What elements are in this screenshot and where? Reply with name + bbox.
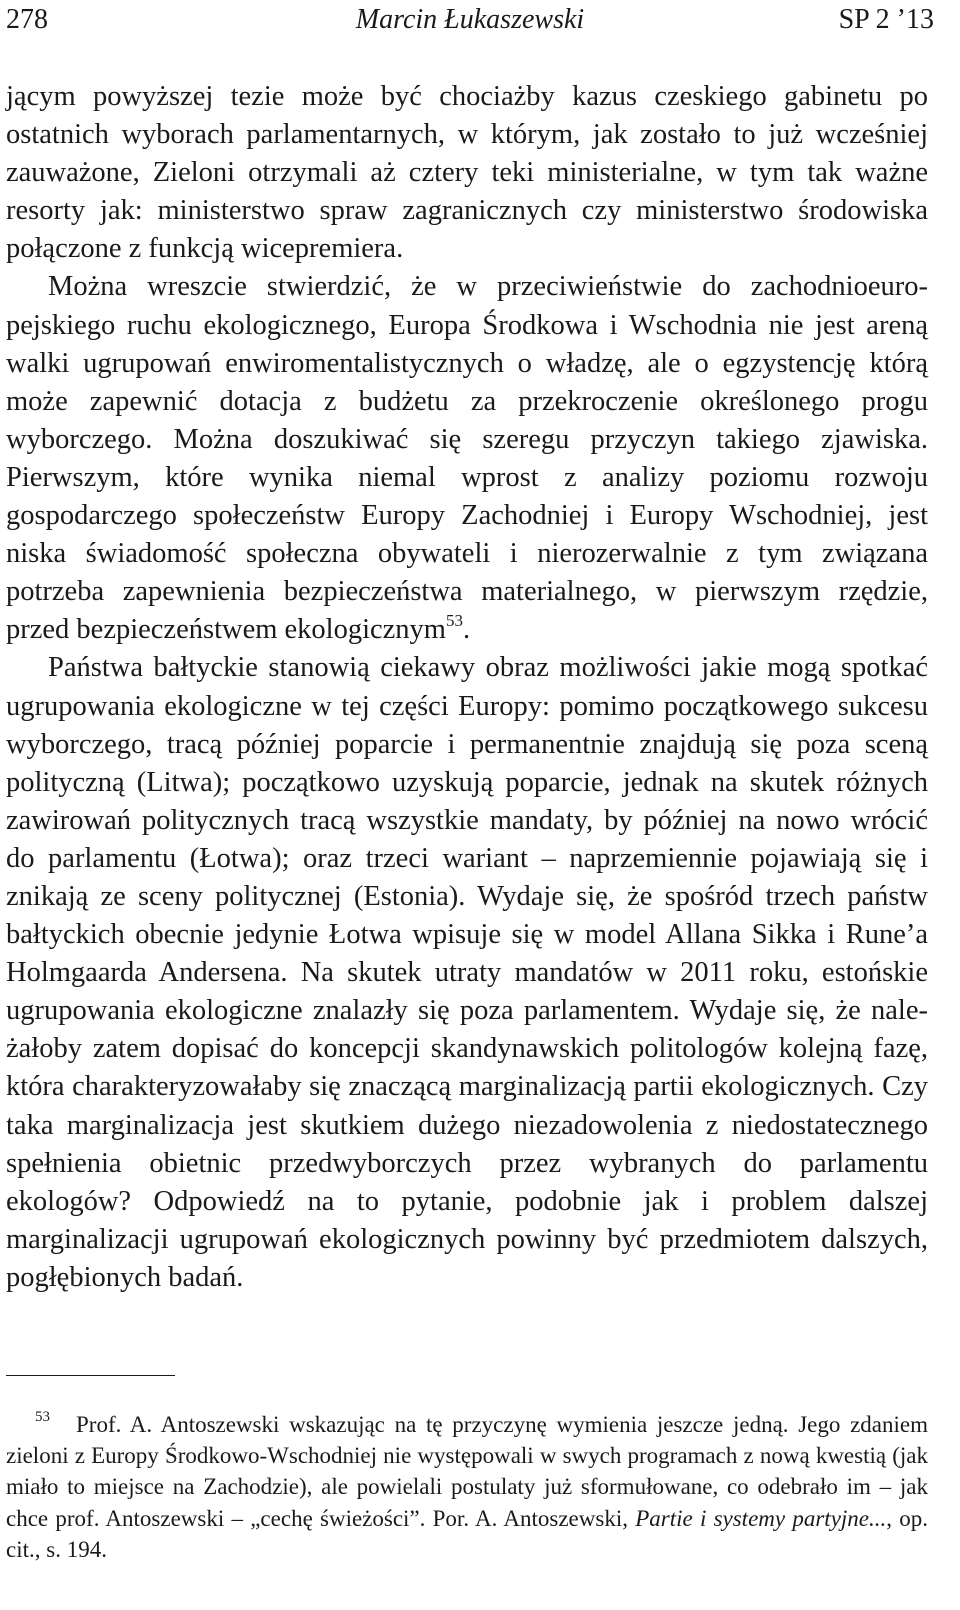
paragraph-2-end: . xyxy=(462,614,471,646)
footnote-separator xyxy=(6,1375,175,1376)
footnote-citation-end: , op. cit., s. 194. xyxy=(6,1505,928,1562)
main-text xyxy=(6,78,928,1297)
paragraph-3: Państwa bałtyckie stanowią ciekawy obraz możliwości jakie mogą spotkać ugrupowania ekologiczne w tej części Europy: pomimo początkowego sukcesu wyborczego, tracą później poparcie i permanentnie znajdują się poza sceną polityczną (Litwa); początkowo uzyskują poparcie, jednak na skutek różnych zawirowań politycznych tracą wszystkie mandaty, by później na nowo wrócić do parlamentu (Łotwa); oraz trzeci wariant – naprzemiennie pojawiają się i znikają ze sceny politycznej (Estonia). Wydaje się, że spośród trzech państw bałtyckich obecnie jedynie Łotwa wpisuje się w model Allana Sikka i Rune’a Holmgaarda Andersena. Na skutek utraty mandatów w 2011 roku, estońskie ugrupowania ekologiczne znalazły się poza parlamentem. Wydaje się, że należałoby zatem dopisać do koncepcji skandynawskich politologów kolejną fazę, która charakteryzowałaby się znaczącą marginalizacją partii ekologicznych. Czy taka marginalizacja jest skutkiem dużego niezadowolenia z niedostatecznego spełnienia obietnic przedwyborczych przez wybranych do parlamentu ekologów? Odpowiedź na to pytanie, podobnie jak i problem dalszej marginalizacji ugrupowań ekologicznych powinny być przedmiotem dalszych, pogłębionych badań. xyxy=(6,652,928,1293)
footnote-reference-53[interactable]: 53 xyxy=(445,611,463,631)
paragraph-2 xyxy=(6,268,928,649)
running-head xyxy=(6,0,934,40)
page-number: 278 xyxy=(6,4,48,35)
footnote-53: 53 Prof. A. Antoszewski wskazując na tę przyczynę wymienia jeszcze jedną. Jego zdaniem zieloni z Europy Środkowo-Wschodniej nie występowali w swych programach z nową kwestią (jak miało to miejsce na Zachodzie), ale powielali postulaty już sformułowane, co odebrało im – jak chce prof. Antoszewski – „cechę świeżości”. Por. A. Antoszewski, Partie i systemy partyjne..., op. cit., s. 194. xyxy=(6,1409,928,1562)
footnote-text: Prof. A. Antoszewski wskazując na tę przyczynę wymienia jeszcze jedną. Jego zdaniem zieloni z Europy Środkowo-Wschodniej nie występowali w swych programach z nową kwestią (jak miało to miejsce na Zachodzie), ale powielali postulaty już sformułowane, co odebrało im – jak chce prof. Antoszewski – „cechę świeżości”. Por. A. Antoszewski, xyxy=(6,1412,928,1531)
footnotes xyxy=(6,1409,928,1565)
running-head-journal: SP 2 ’13 xyxy=(838,4,934,35)
paragraph-2-text: Można wreszcie stwierdzić, że w przeciwieństwie do zachodnioeuropejskiego ruchu ekologicznego, Europa Środkowa i Wschodnia nie jest areną walki ugrupowań enwiromentalistycznych o władzę, ale o egzystencję którą może zapewnić dotacja z budżetu za przekroczenie określonego progu wyborczego. Można doszukiwać się szeregu przyczyn takiego zjawiska. Pierwszym, które wynika niemal wprost z analizy poziomu rozwoju gospodarczego społeczeństw Europy Zachodniej i Europy Wschodniej, jest niska świadomość społeczna obywateli i nierozerwalnie z tym związana potrzeba zapewnienia bezpieczeństwa materialnego, w pierwszym rzędzie, przed bezpieczeństwem ekologicznym xyxy=(6,271,928,646)
running-head-author: Marcin Łukaszewski xyxy=(355,4,585,35)
paragraph-1: jącym powyższej tezie może być chociażby kazus czeskiego gabinetu po ostatnich wyborach parlamentarnych, w którym, jak zostało to już wcześniej zauważone, Zieloni otrzymali aż cztery teki ministerialne, w tym tak ważne resorty jak: ministerstwo spraw zagranicznych czy ministerstwo środowiska połączone z funkcją wicepremiera. xyxy=(6,81,928,265)
footnote-cited-title: Partie i systemy partyjne... xyxy=(635,1505,887,1531)
